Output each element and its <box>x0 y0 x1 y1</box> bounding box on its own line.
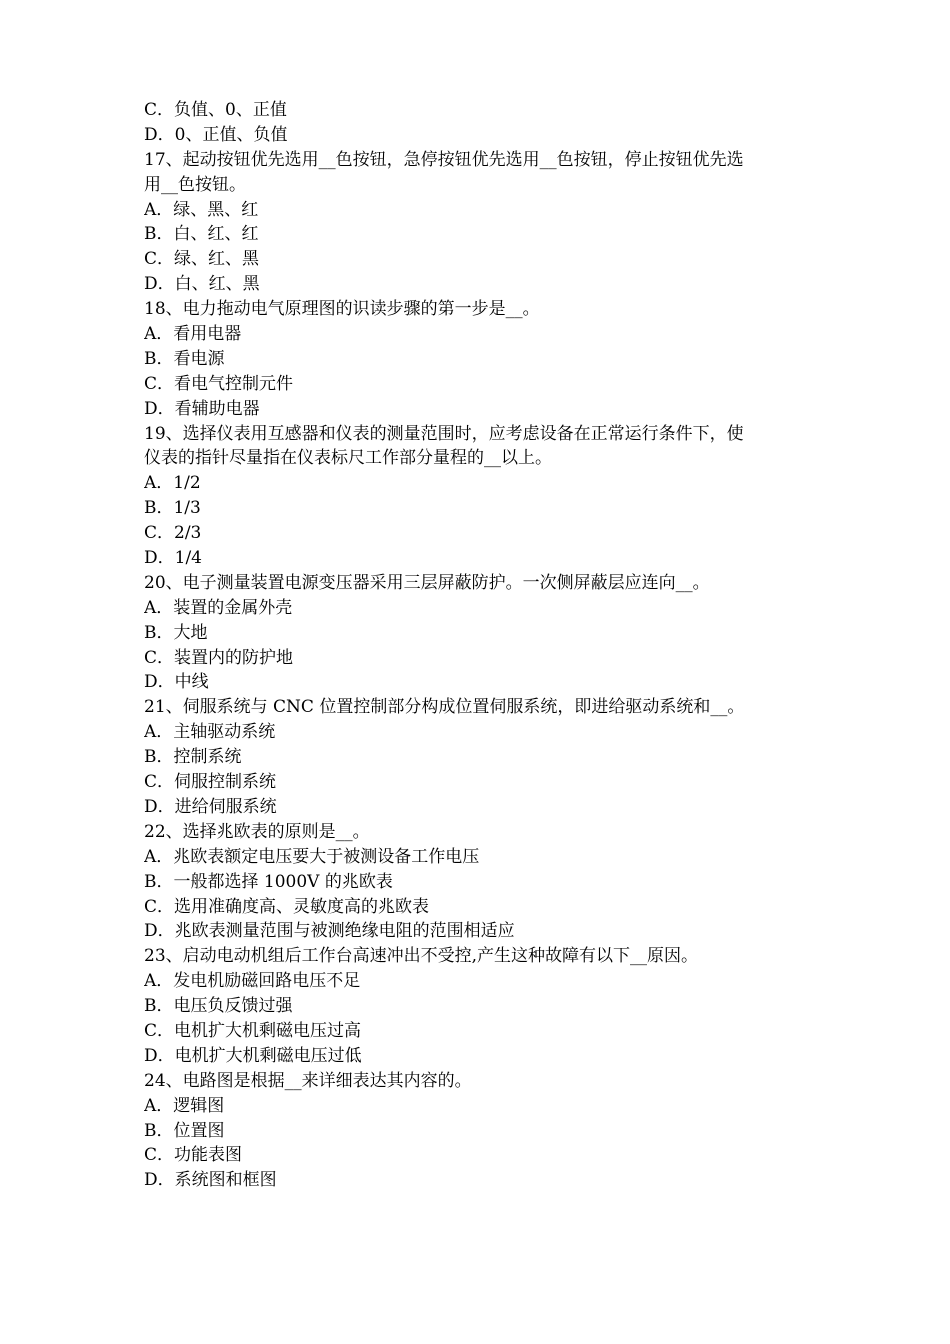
option-line: A．兆欧表额定电压要大于被测设备工作电压 <box>144 846 480 867</box>
option-line: C．装置内的防护地 <box>144 647 294 668</box>
option-line: B．1/3 <box>144 498 201 519</box>
option-line: C．绿、红、黑 <box>144 249 260 270</box>
document-page <box>144 98 814 1193</box>
question-line: 24、电路图是根据__来详细表达其内容的。 <box>144 1070 472 1091</box>
option-line: D．电机扩大机剩磁电压过低 <box>144 1045 362 1066</box>
option-line: B．位置图 <box>144 1120 225 1141</box>
option-line: C．2/3 <box>144 523 202 544</box>
question-line: 19、选择仪表用互感器和仪表的测量范围时，应考虑设备在正常运行条件下，使 <box>144 423 744 444</box>
option-line: D．0、正值、负值 <box>144 124 288 145</box>
option-line: A．逻辑图 <box>144 1095 225 1116</box>
option-line: B．白、红、红 <box>144 224 259 245</box>
question-line: 用__色按钮。 <box>144 174 246 195</box>
option-line: B．看电源 <box>144 348 225 369</box>
option-line: D．白、红、黑 <box>144 274 260 295</box>
question-line: 20、电子测量装置电源变压器采用三层屏蔽防护。一次侧屏蔽层应连向__。 <box>144 572 710 593</box>
question-line: 21、伺服系统与 CNC 位置控制部分构成位置伺服系统，即进给驱动系统和__。 <box>144 697 745 718</box>
option-line: A．绿、黑、红 <box>144 199 259 220</box>
option-line: C．伺服控制系统 <box>144 772 277 793</box>
question-line: 17、起动按钮优先选用__色按钮，急停按钮优先选用__色按钮，停止按钮优先选 <box>144 149 744 170</box>
option-line: C．负值、0、正值 <box>144 100 287 120</box>
option-line: D．看辅助电器 <box>144 398 260 419</box>
question-line: 23、启动电动机组后工作台高速冲出不受控,产生这种故障有以下__原因。 <box>144 946 699 967</box>
option-line: B．电压负反馈过强 <box>144 996 293 1017</box>
option-line: C．选用准确度高、灵敏度高的兆欧表 <box>144 896 430 917</box>
option-line: A．主轴驱动系统 <box>144 722 276 743</box>
option-line: C．功能表图 <box>144 1145 243 1166</box>
option-line: A．发电机励磁回路电压不足 <box>144 971 361 992</box>
question-line: 18、电力拖动电气原理图的识读步骤的第一步是__。 <box>144 299 540 320</box>
option-line: B．控制系统 <box>144 747 242 768</box>
option-line: A．1/2 <box>144 473 201 494</box>
option-line: A．看用电器 <box>144 324 242 345</box>
option-line: D．进给伺服系统 <box>144 796 277 817</box>
option-line: D．1/4 <box>144 548 202 569</box>
option-line: A．装置的金属外壳 <box>144 597 293 618</box>
option-line: C．看电气控制元件 <box>144 373 294 394</box>
option-line: D．兆欧表测量范围与被测绝缘电阻的范围相适应 <box>144 921 515 942</box>
question-line: 22、选择兆欧表的原则是__。 <box>144 821 370 842</box>
option-line: D．中线 <box>144 672 209 693</box>
option-line: C．电机扩大机剩磁电压过高 <box>144 1020 362 1041</box>
option-line: D．系统图和框图 <box>144 1170 277 1191</box>
question-line: 仪表的指针尽量指在仪表标尺工作部分量程的__以上。 <box>144 448 552 469</box>
option-line: B．一般都选择 1000V 的兆欧表 <box>144 871 393 892</box>
option-line: B．大地 <box>144 622 208 643</box>
